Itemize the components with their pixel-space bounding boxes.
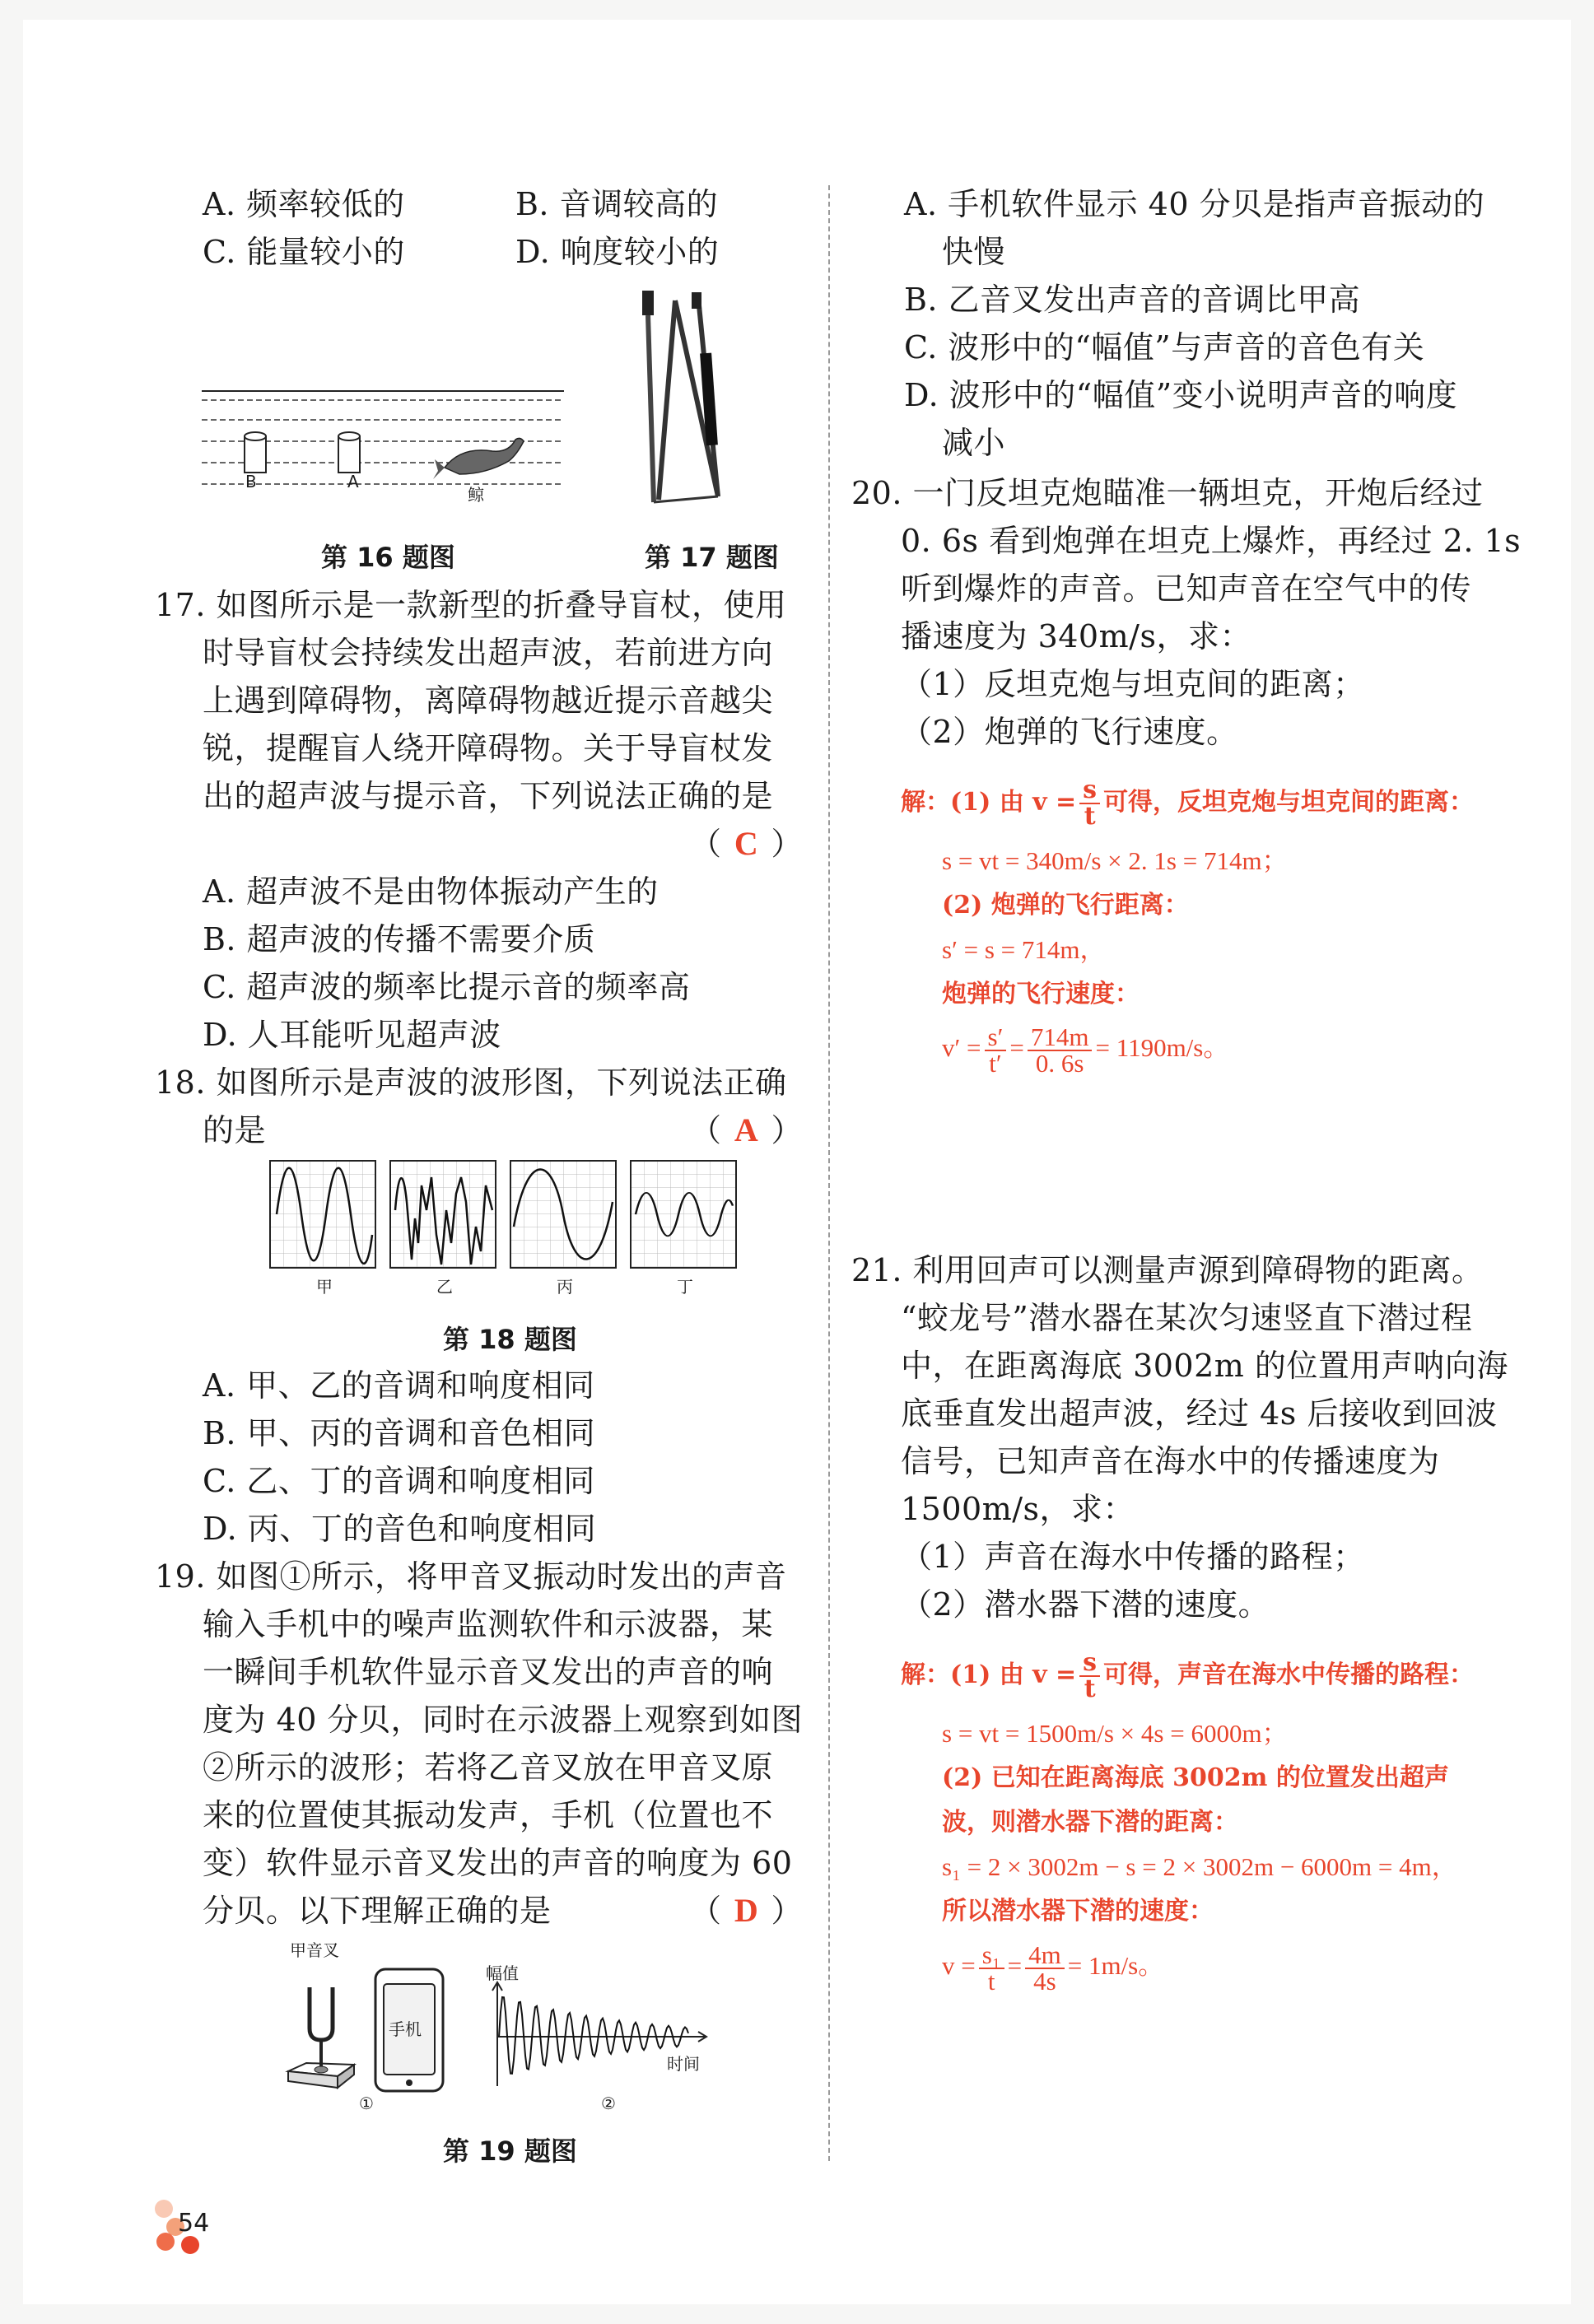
q18-option-a: A. 甲、乙的音调和响度相同 [203, 1367, 595, 1404]
q20-line-4: 播速度为 340m/s，求： [901, 618, 1251, 654]
q18-option-d: D. 丙、丁的音色和响度相同 [203, 1511, 597, 1547]
phone-icon [375, 1969, 443, 2091]
cylinder-b-icon [245, 432, 266, 473]
figure-18-caption: 第 18 题图 [443, 1324, 577, 1355]
fork-label: 甲音叉 [290, 1940, 339, 1960]
phone-label: 手机 [389, 2019, 422, 2039]
q18-line-1: 18. 如图所示是声波的波形图，下列说法正确 [155, 1064, 787, 1101]
figure-16-caption: 第 16 题图 [321, 542, 455, 573]
q17-line-3: 上遇到障碍物，离障碍物越近提示音越尖 [203, 682, 774, 719]
hex-decoration-icon [156, 2233, 175, 2251]
q17-option-d: D. 人耳能听见超声波 [203, 1017, 501, 1053]
q16-option-c: C. 能量较小的 [203, 234, 405, 270]
q21-line-5: 信号，已知声音在海水中的传播速度为 [901, 1443, 1440, 1479]
q18-answer-bracket: （ A ） [690, 1111, 804, 1148]
q17-option-c: C. 超声波的频率比提示音的频率高 [203, 969, 691, 1005]
q19-option-b: B. 乙音叉发出声音的音调比甲高 [904, 282, 1361, 318]
hex-decoration-icon [181, 2236, 199, 2254]
oscilloscope-waveform [486, 1963, 706, 2086]
q21-solution-line-7: v = $\frac{\text{s₁}}{t}$ = $\frac{4m}{4s}$ = 1m/s。 [942, 1940, 1164, 1996]
q20-solution-line-2: s = vt = 340m/s × 2. 1s = 714m； [942, 846, 1288, 875]
q20-line-2: 0. 6s 看到炮弹在坦克上爆炸，再经过 2. 1s [901, 523, 1522, 559]
figure-19-caption: 第 19 题图 [443, 2135, 577, 2167]
q16-option-a: A. 频率较低的 [203, 186, 405, 222]
svg-text:丁: 丁 [677, 1277, 693, 1297]
q21-solution-line-6: 所以潜水器下潜的速度： [942, 1897, 1214, 1926]
q18-answer: A [734, 1111, 759, 1148]
circle-1-label: ① [359, 2093, 374, 2112]
waveform-yi [390, 1161, 496, 1297]
waveform-ding [631, 1161, 736, 1297]
q17-line-1: 17. 如图所示是一款新型的折叠导盲杖，使用 [155, 587, 787, 623]
q20-solution-line-3: (2) 炮弹的飞行距离： [942, 891, 1189, 920]
circle-2-label: ② [601, 2093, 616, 2112]
q19-line-1: 19. 如图①所示，将甲音叉振动时发出的声音 [155, 1558, 787, 1595]
figure-19-apparatus [277, 1940, 738, 2112]
q19-line-3: 一瞬间手机软件显示音叉发出的声音的响 [203, 1654, 774, 1690]
q21-line-2: “蛟龙号”潜水器在某次匀速竖直下潜过程 [901, 1300, 1473, 1336]
cane-handle-icon [642, 291, 654, 315]
q19-option-a-1: A. 手机软件显示 40 分贝是指声音振动的 [904, 186, 1485, 222]
label-whale: 鲸 [468, 485, 484, 505]
figure-16-sea-diagram [198, 379, 568, 510]
q21-solution-line-3: (2) 已知在距离海底 3002m 的位置发出超声 [942, 1763, 1449, 1792]
q17-option-b: B. 超声波的传播不需要介质 [203, 921, 596, 957]
q20-solution-line-6: v′ = $\frac{s'}{t'}$ = $\frac{714m}{0. 6s}$ = 1190m/s。 [942, 1022, 1229, 1078]
q17-answer: C [734, 825, 759, 862]
q21-line-6: 1500m/s，求： [901, 1491, 1135, 1527]
q20-line-1: 20. 一门反坦克炮瞄准一辆坦克，开炮后经过 [851, 475, 1484, 511]
q20-line-3: 听到爆炸的声音。已知声音在空气中的传 [901, 571, 1472, 607]
q19-answer: D [734, 1892, 759, 1929]
q21-solution-line-2: s = vt = 1500m/s × 4s = 6000m； [942, 1719, 1288, 1748]
page-number: 54 [178, 2209, 210, 2238]
svg-text:乙: 乙 [436, 1277, 453, 1297]
q19-option-a-2: 快慢 [942, 234, 1006, 270]
q19-line-6: 来的位置使其振动发声，手机（位置也不 [203, 1797, 774, 1833]
q21-solution-line-1: 解：(1) 由 v = $\frac{s}{t}$ 可得，声音在海水中传播的路程： [901, 1648, 1475, 1703]
tuning-fork-icon [288, 1987, 354, 2088]
q17-line-5: 出的超声波与提示音，下列说法正确的是 [203, 778, 774, 814]
q19-line-5: ②所示的波形；若将乙音叉放在甲音叉原 [203, 1749, 774, 1786]
q20-solution-line-1: 解：(1) 由 v = $\frac{s}{t}$ 可得，反坦克炮与坦克间的距离： [901, 775, 1475, 831]
q17-line-4: 锐，提醒盲人绕开障碍物。关于导盲杖发 [203, 730, 774, 766]
figure-18-waveforms [268, 1159, 744, 1299]
hex-decoration-icon [155, 2200, 173, 2218]
label-b: B [245, 472, 257, 491]
q21-line-7: （1）声音在海水中传播的路程； [901, 1539, 1365, 1575]
column-divider [828, 185, 830, 2161]
q20-line-5: （1）反坦克炮与坦克间的距离； [901, 666, 1365, 702]
q21-solution-line-4: 波，则潜水器下潜的距离： [942, 1808, 1238, 1837]
svg-text:丙: 丙 [557, 1277, 573, 1297]
figure-17-caption: 第 17 题图 [645, 542, 779, 573]
q16-option-d: D. 响度较小的 [515, 234, 720, 270]
waveform-bing [510, 1161, 616, 1297]
q19-line-7: 变）软件显示音叉发出的声音的响度为 60 [203, 1845, 793, 1881]
time-label: 时间 [667, 2054, 700, 2074]
q21-line-4: 底垂直发出超声波，经过 4s 后接收到回波 [901, 1395, 1498, 1432]
label-a: A [347, 472, 359, 491]
q21-line-3: 中，在距离海底 3002m 的位置用声呐向海 [901, 1348, 1508, 1384]
amplitude-label: 幅值 [486, 1963, 519, 1983]
q21-line-8: （2）潜水器下潜的速度。 [901, 1586, 1270, 1623]
q19-option-d-1: D. 波形中的“幅值”变小说明声音的响度 [904, 377, 1458, 413]
q16-option-b: B. 音调较高的 [515, 186, 719, 222]
q19-option-d-2: 减小 [942, 425, 1006, 461]
q20-solution-line-4: s′ = s = 714m， [942, 935, 1106, 964]
q19-option-c: C. 波形中的“幅值”与声音的音色有关 [904, 329, 1425, 366]
q17-line-2: 时导盲杖会持续发出超声波，若前进方向 [203, 635, 774, 671]
q18-line-2: 的是 [203, 1112, 267, 1148]
svg-text:甲: 甲 [316, 1277, 333, 1297]
q19-answer-bracket: （ D ） [690, 1892, 804, 1929]
q18-option-b: B. 甲、丙的音调和音色相同 [203, 1415, 596, 1451]
figure-17-folding-cane [626, 284, 766, 513]
q17-option-a: A. 超声波不是由物体振动产生的 [203, 873, 659, 910]
waveform-jia [270, 1161, 375, 1297]
q19-line-2: 输入手机中的噪声监测软件和示波器，某 [203, 1606, 774, 1642]
q21-solution-line-5: s₁ = 2 × 3002m − s = 2 × 3002m − 6000m = 4m， [942, 1852, 1457, 1881]
q21-line-1: 21. 利用回声可以测量声源到障碍物的距离。 [851, 1252, 1484, 1288]
whale-icon [433, 438, 524, 479]
q18-option-c: C. 乙、丁的音调和响度相同 [203, 1463, 595, 1499]
q20-line-6: （2）炮弹的飞行速度。 [901, 714, 1238, 750]
q19-line-4: 度为 40 分贝，同时在示波器上观察到如图 [203, 1702, 804, 1738]
q17-answer-bracket: （ C ） [690, 825, 804, 862]
q19-line-8: 分贝。以下理解正确的是 [203, 1893, 552, 1929]
q20-solution-line-5: 炮弹的飞行速度： [942, 980, 1140, 1008]
cylinder-a-icon [338, 432, 360, 473]
